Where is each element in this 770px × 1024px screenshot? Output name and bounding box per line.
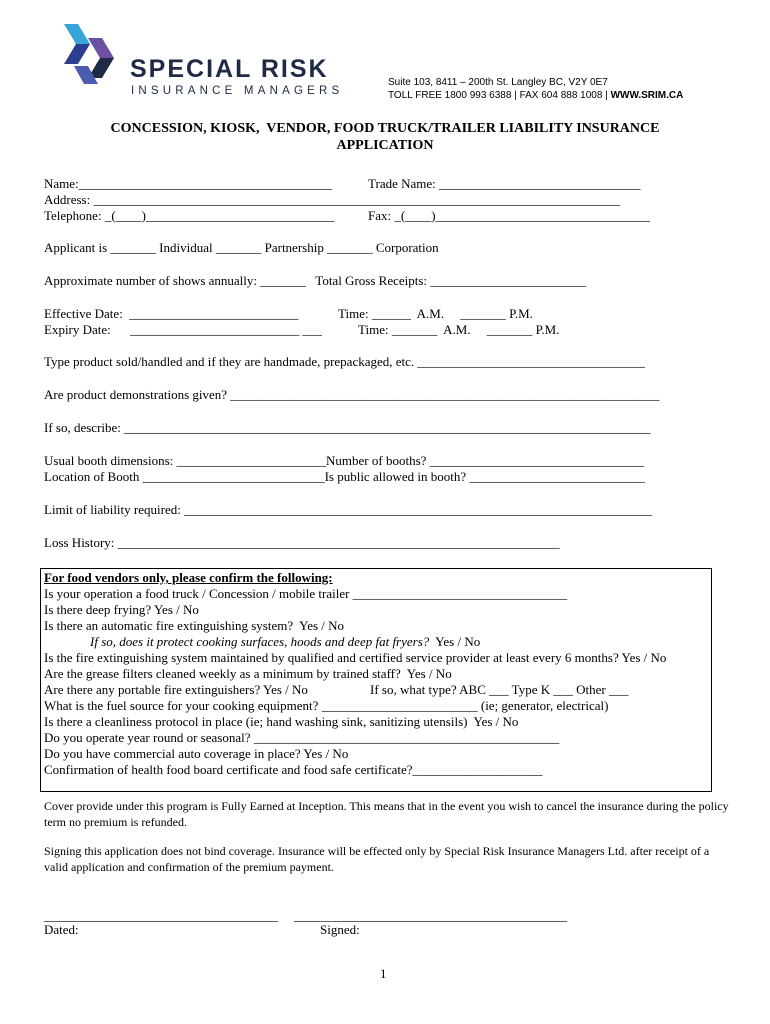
fire-coverage-answer[interactable]: Yes / No — [429, 634, 481, 649]
address-field[interactable]: Address: _________________________________________________________________________________ — [44, 192, 620, 207]
website-link[interactable]: WWW.SRIM.CA — [610, 90, 684, 101]
food-question-cleanliness[interactable]: Is there a cleanliness protocol in place (ie; hand washing sink, sanitizing utensils) Yes / No — [44, 714, 519, 729]
product-field[interactable]: Type product sold/handled and if they are handmade, prepackaged, etc. ___________________________________ — [44, 354, 645, 369]
shows-receipts-field[interactable]: Approximate number of shows annually: _______ Total Gross Receipts: ________________________ — [44, 273, 587, 288]
food-question-grease-filters[interactable]: Are the grease filters cleaned weekly as a minimum by trained staff? Yes / No — [44, 666, 452, 681]
brand-subtitle: INSURANCE MANAGERS — [131, 85, 344, 97]
form-title: CONCESSION, KIOSK, VENDOR, FOOD TRUCK/TRAILER LIABILITY INSURANCE — [110, 121, 660, 136]
trade-name-field[interactable]: Trade Name: _______________________________ — [368, 176, 641, 191]
food-question-portable-extinguishers[interactable]: Are there any portable fire extinguishers? Yes / No — [44, 682, 308, 697]
loss-history-field[interactable]: Loss History: ____________________________________________________________________ — [44, 535, 560, 550]
effective-date-field[interactable]: Effective Date: __________________________ — [44, 306, 299, 321]
booth-dimensions-field[interactable]: Usual booth dimensions: _______________________Number of booths? _________________________________ — [44, 453, 645, 468]
expiry-time-field[interactable]: Time: _______ A.M. _______ P.M. — [358, 322, 560, 337]
form-title-line2: APPLICATION — [336, 138, 434, 153]
signed-line[interactable]: __________________________________________ — [294, 908, 567, 923]
food-question-operation[interactable]: Is your operation a food truck / Concession / mobile trailer _________________________________ — [44, 586, 568, 601]
food-question-fire-coverage[interactable] — [90, 634, 480, 650]
food-question-maintenance[interactable]: Is the fire extinguishing system maintained by qualified and certified service provider at least every 6 months? Yes / No — [44, 650, 667, 665]
liability-field[interactable]: Limit of liability required: ________________________________________________________________________ — [44, 502, 653, 517]
signing-note: Signing this application does not bind coverage. Insurance will be effected only by Special Risk Insurance Managers Ltd. after receipt of a valid application and confirmation of the premium payment. — [44, 844, 710, 874]
dated-line[interactable]: ____________________________________ — [44, 908, 278, 923]
brand-name: SPECIAL RISK — [130, 55, 329, 83]
booth-location-field[interactable]: Location of Booth ____________________________Is public allowed in booth? ___________________________ — [44, 469, 645, 484]
company-logo-icon — [60, 24, 126, 86]
describe-field[interactable]: If so, describe: _________________________________________________________________________________ — [44, 420, 651, 435]
name-field[interactable]: Name:_______________________________________ — [44, 176, 333, 191]
demonstrations-field[interactable]: Are product demonstrations given? __________________________________________________________________ — [44, 387, 660, 402]
address-line: Suite 103, 8411 – 200th St. Langley BC, V2Y 0E7 — [388, 77, 608, 88]
cover-note: Cover provide under this program is Fully Earned at Inception. This means that in the event you wish to cancel the insurance during the policy term no premium is refunded. — [44, 799, 729, 829]
food-question-deep-frying[interactable]: Is there deep frying? Yes / No — [44, 602, 199, 617]
food-question-fuel-source[interactable]: What is the fuel source for your cooking equipment? ________________________ (ie; generator, electrical) — [44, 698, 609, 713]
food-question-auto-coverage[interactable]: Do you have commercial auto coverage in place? Yes / No — [44, 746, 349, 761]
food-question-health-certificate[interactable]: Confirmation of health food board certificate and food safe certificate?____________________ — [44, 762, 543, 777]
fire-coverage-question: If so, does it protect cooking surfaces, hoods and deep fat fryers? — [90, 634, 430, 649]
expiry-date-field[interactable]: Expiry Date: __________________________ ___ — [44, 322, 323, 337]
contact-line — [388, 89, 683, 103]
contact-phone-fax: TOLL FREE 1800 993 6388 | FAX 604 888 1008 | — [388, 90, 611, 101]
food-question-seasonal[interactable]: Do you operate year round or seasonal? _______________________________________________ — [44, 730, 560, 745]
fax-field[interactable]: Fax: _(____)_________________________________ — [368, 208, 651, 223]
applicant-type-field[interactable]: Applicant is _______ Individual _______ Partnership _______ Corporation — [44, 240, 439, 255]
effective-time-field[interactable]: Time: ______ A.M. _______ P.M. — [338, 306, 533, 321]
signed-label: Signed: — [320, 922, 360, 937]
food-question-extinguisher-type[interactable]: If so, what type? ABC ___ Type K ___ Other ___ — [370, 682, 629, 697]
dated-label: Dated: — [44, 922, 79, 937]
page-number: 1 — [380, 966, 387, 981]
food-vendor-heading: For food vendors only, please confirm the following: — [44, 570, 333, 585]
telephone-field[interactable]: Telephone: _(____)_____________________________ — [44, 208, 335, 223]
food-question-fire-system[interactable]: Is there an automatic fire extinguishing system? Yes / No — [44, 618, 345, 633]
